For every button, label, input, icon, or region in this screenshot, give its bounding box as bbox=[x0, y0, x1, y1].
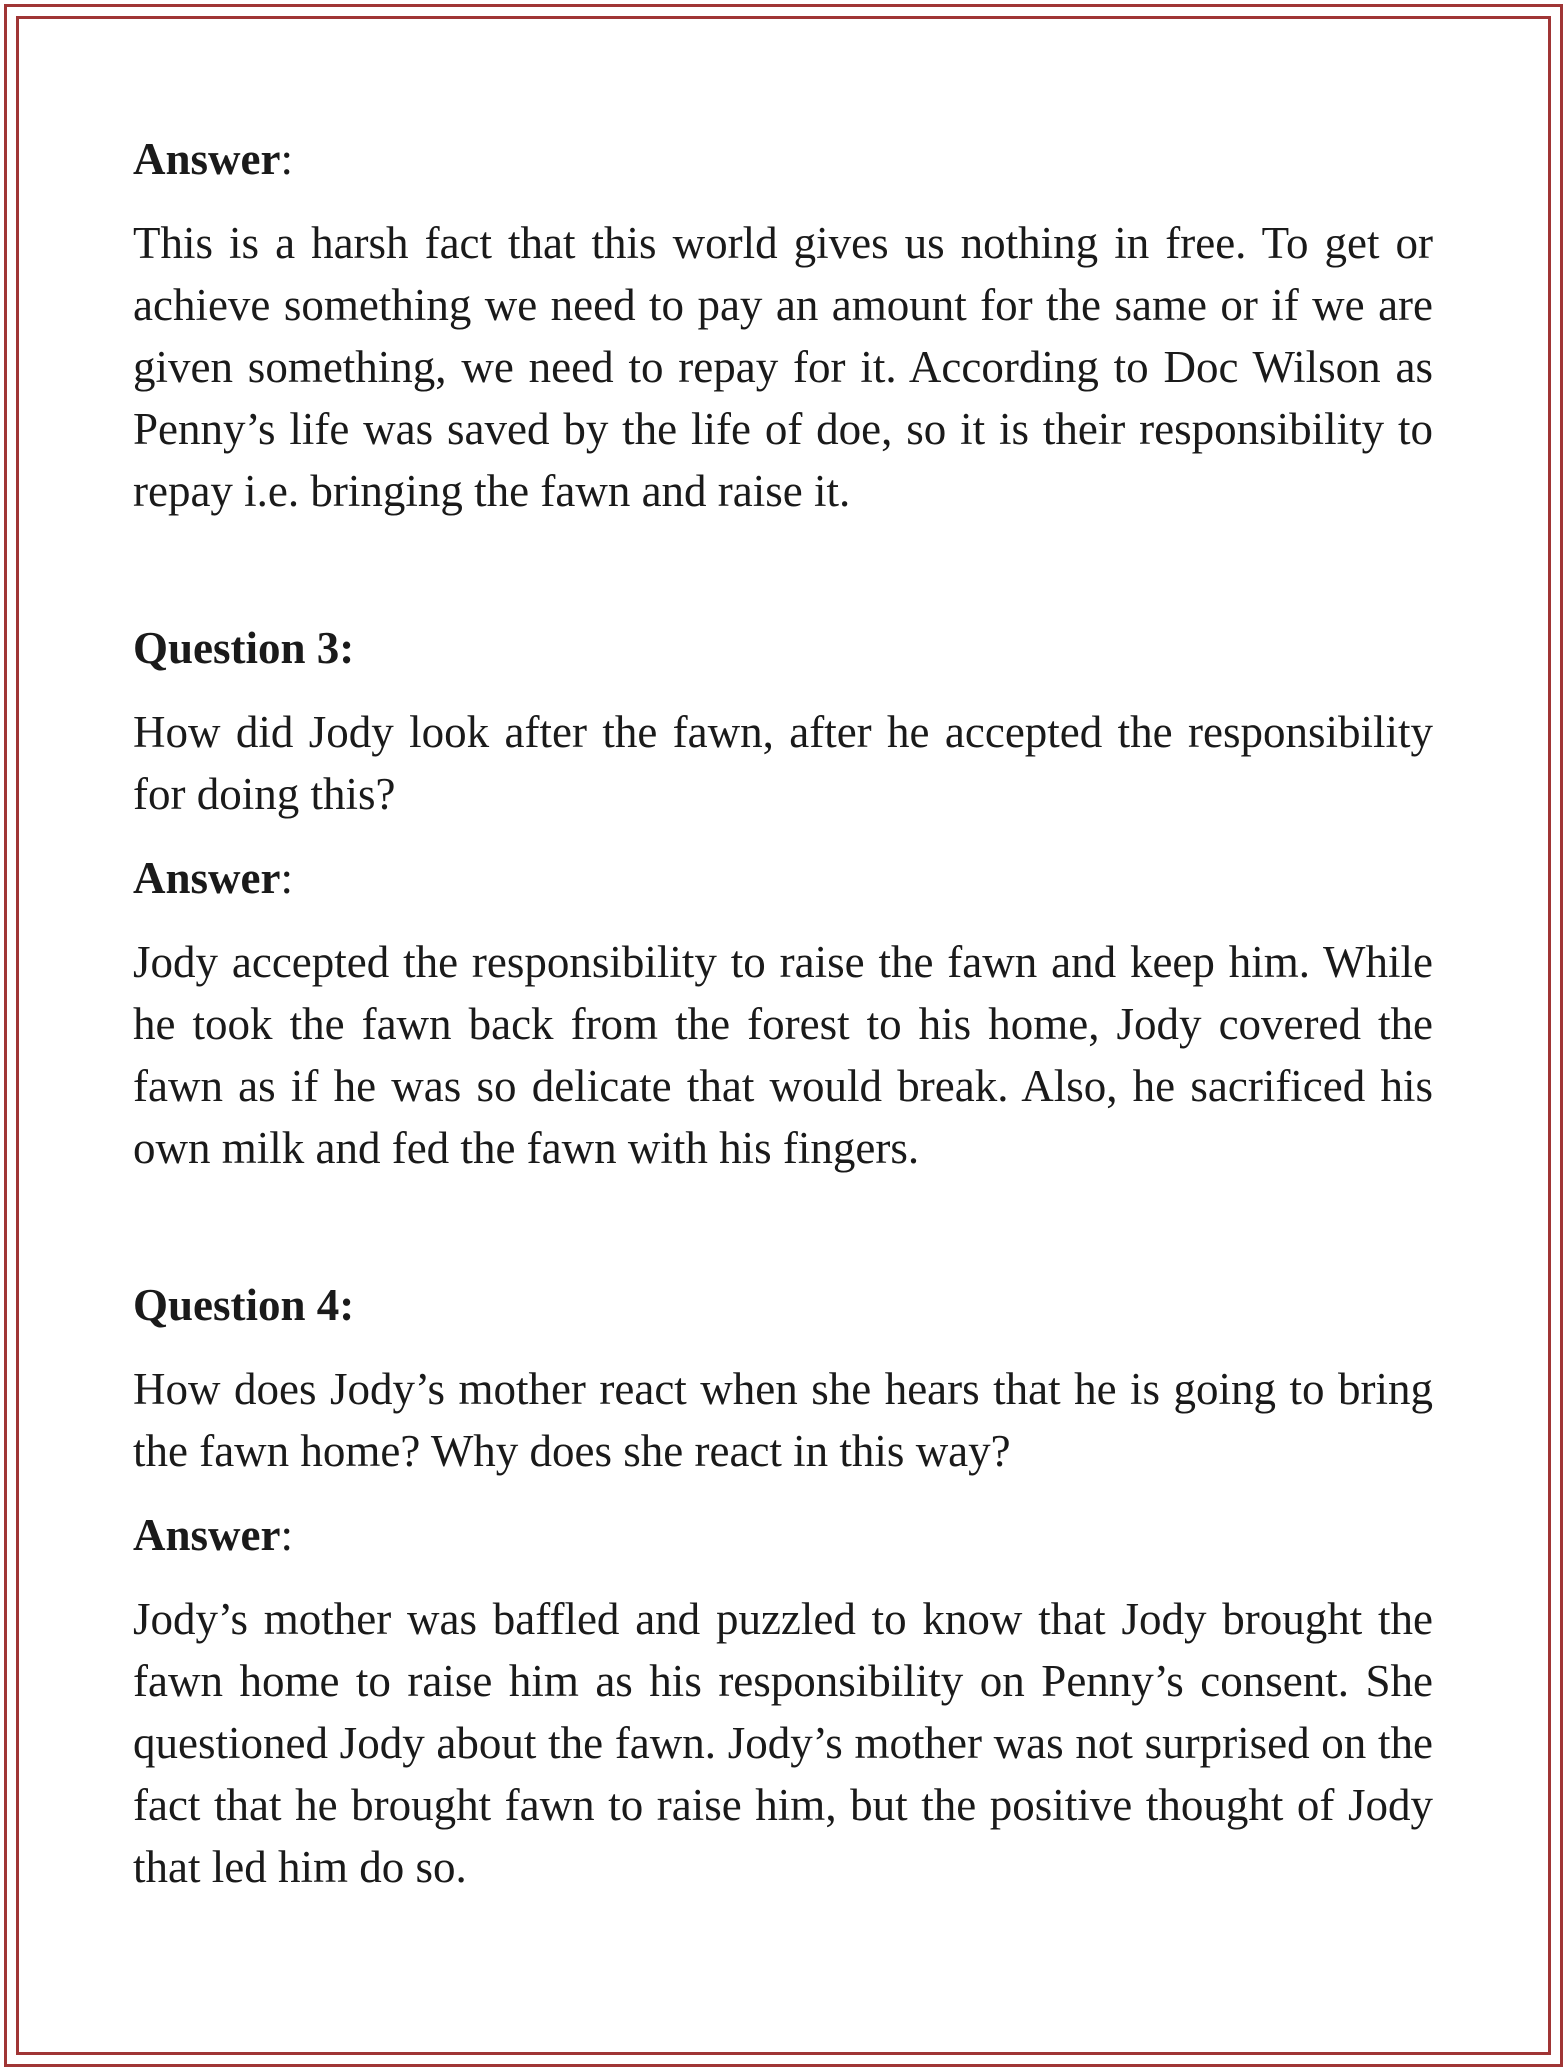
question-4-text: How does Jody’s mother react when she hears that he is going to bring the fawn home? Why does she react in this way? bbox=[133, 1364, 1433, 1476]
question-3-text: How did Jody look after the fawn, after he accepted the responsibility for doing this? bbox=[133, 707, 1433, 819]
document-body bbox=[133, 128, 1433, 1898]
answer-3-label: Answer: bbox=[133, 853, 293, 903]
answer-4-text: Jody’s mother was baffled and puzzled to know that Jody brought the fawn home to raise him as his responsibility on Penny’s consent. She questioned Jody about the fawn. Jody’s mother was not surprised on the fact that he brought fawn to raise him, but the positive thought of Jody that led him do so. bbox=[133, 1594, 1433, 1892]
question-3-label: Question 3: bbox=[133, 623, 355, 673]
answer-4-label: Answer: bbox=[133, 1510, 293, 1560]
answer-3-text: Jody accepted the responsibility to raise the fawn and keep him. While he took the fawn back from the forest to his home, Jody covered the fawn as if he was so delicate that would break. Also, he sacrificed his own milk and fed the fawn with his fingers. bbox=[133, 937, 1433, 1173]
answer-2-text: This is a harsh fact that this world gives us nothing in free. To get or achieve something we need to pay an amount for the same or if we are given something, we need to repay for it. According to Doc Wilson as Penny’s life was saved by the life of doe, so it is their responsibility to repay i.e. bringing the fawn and raise it. bbox=[133, 218, 1433, 516]
answer-2-label: Answer: bbox=[133, 134, 293, 184]
question-4-label: Question 4: bbox=[133, 1280, 355, 1330]
